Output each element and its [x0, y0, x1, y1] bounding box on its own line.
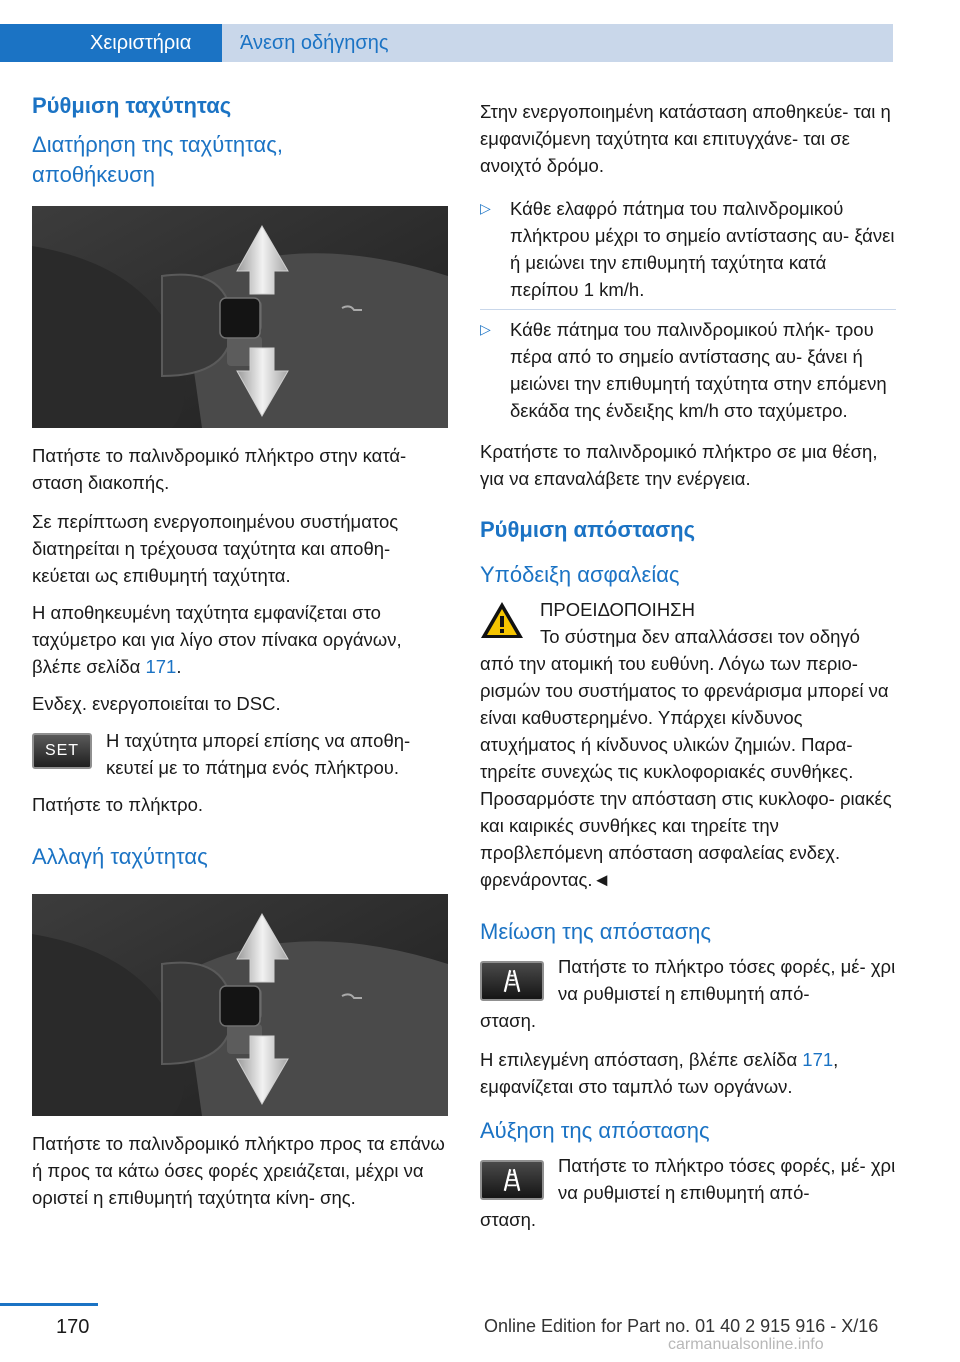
heading-maintain-speed: Διατήρηση της ταχύτητας, αποθήκευση [32, 132, 283, 187]
paragraph-press-button: Πατήστε το πλήκτρο. [32, 794, 204, 815]
set-button-icon: SET [32, 733, 92, 769]
page-link-171[interactable]: 171 [145, 656, 177, 677]
steering-wheel-photo-2 [32, 894, 448, 1116]
right-column [480, 98, 896, 1243]
decrease-distance-text-end: σταση. [480, 1010, 537, 1031]
heading-speed-setting: Ρύθμιση ταχύτητας [32, 93, 232, 118]
list-item [480, 310, 896, 430]
warning-title: ΠΡΟΕΙΔΟΠΟΙΗΣΗ [540, 599, 695, 620]
heading-safety-note: Υπόδειξη ασφαλείας [480, 562, 680, 587]
warning-first-line: Το σύστημα δεν απαλλάσσει τον οδηγό [540, 626, 860, 647]
paragraph-dsc: Ενδεχ. ενεργοποιείται το DSC. [32, 693, 281, 714]
header-tab-section[interactable]: Άνεση οδήγησης [240, 32, 389, 54]
paragraph-activated-state: Στην ενεργοποιημένη κατάσταση αποθηκεύε‐ ται η εμφανιζόμενη ταχύτητα και επιτυγχάνε‐ ται σε ανοιχτό δρόμο. [480, 101, 891, 176]
page-number: 170 [56, 1316, 90, 1338]
triangle-bullet-icon: ▷ [480, 200, 491, 216]
edition-info: Online Edition for Part no. 01 40 2 915 916 - X/16 [484, 1316, 879, 1336]
paragraph-stored-speed [32, 599, 450, 680]
paragraph-change-speed: Πατήστε το παλινδρομικό πλήκτρο προς τα επάνω ή προς τα κάτω όσες φορές χρειάζεται, μέχρι να οριστεί η επιθυμητή ταχύτητα κίνη‐ σης. [32, 1133, 445, 1208]
paragraph-selected-distance [480, 1046, 896, 1100]
decrease-distance-text: Πατήστε το πλήκτρο τόσες φορές, μέ‐ χρι να ρυθμιστεί η επιθυμητή από‐ [558, 956, 896, 1004]
set-button-text: Η ταχύτητα μπορεί επίσης να αποθη‐ κευτεί με το πάτημα ενός πλήκτρου. [106, 730, 411, 778]
steering-wheel-illustration-2 [32, 894, 448, 1116]
set-button-row [32, 727, 450, 781]
selected-distance-end: , εμφανίζεται στο ταμπλό των οργάνων. [480, 1049, 839, 1097]
increase-distance-text-end: σταση. [480, 1209, 537, 1230]
heading-change-speed: Αλλαγή ταχύτητας [32, 844, 208, 869]
selected-distance-text: Η επιλεγμένη απόσταση, βλέπε σελίδα [480, 1049, 803, 1070]
heading-decrease-distance: Μείωση της απόστασης [480, 919, 711, 944]
header-tab-chapter[interactable]: Χειριστήρια [0, 24, 222, 62]
page-link-171-b[interactable]: 171 [802, 1049, 834, 1070]
steering-wheel-illustration [32, 206, 448, 428]
bullet-text: Κάθε πάτημα του παλινδρομικού πλήκ‐ τρου πέρα από το σημείο αντίστασης αυ‐ ξάνει ή μειώνει την επιθυμητή ταχύτητα στην επόμενη δεκάδα της ένδειξης km/h στο ταχύμετρο. [510, 319, 887, 421]
distance-button-icon [480, 961, 544, 1001]
stored-speed-text: Η αποθηκευμένη ταχύτητα εμφανίζεται στο ταχύμετρο και για λίγο στον πίνακα οργάνων, βλέπε σελίδα [32, 602, 402, 677]
heading-distance-setting: Ρύθμιση απόστασης [480, 517, 696, 542]
stored-speed-end: . [176, 656, 182, 677]
distance-button-icon [480, 1160, 544, 1200]
paragraph-press-rocker: Πατήστε το παλινδρομικό πλήκτρο στην κατά‐ σταση διακοπής. [32, 445, 407, 493]
paragraph-hold-rocker: Κρατήστε το παλινδρομικό πλήκτρο σε μια θέση, για να επαναλάβετε την ενέργεια. [480, 441, 878, 489]
bullet-list [480, 189, 896, 430]
steering-wheel-photo [32, 206, 448, 428]
warning-triangle-icon [480, 600, 524, 640]
increase-distance-row [480, 1152, 896, 1206]
increase-distance-text: Πατήστε το πλήκτρο τόσες φορές, μέ‐ χρι να ρυθμιστεί η επιθυμητή από‐ [558, 1155, 896, 1203]
watermark: carmanualsonline.info [668, 1336, 824, 1353]
warning-text: από την ατομική του ευθύνη. Λόγω των περιο‐ ρισμών του συστήματος το φρενάρισμα μπορεί να είναι καθυστερημένο. Υπάρχει κίνδυνος ατυχήματος ή κίνδυνος υλικών ζημιών. Παρα‐ τηρείτε συνεχώς τις κυκλοφοριακές συνθήκες. Προσαρμόστε την απόσταση στις κυκλοφο‐ ριακές και καιρικές συνθήκες και τηρείτε την προβλεπόμενη απόσταση ασφαλείας ενδεχ. φρενάροντας.◄ [480, 653, 892, 890]
bullet-text: Κάθε ελαφρό πάτημα του παλινδρομικού πλήκτρου μέχρι το σημείο αντίστασης αυ‐ ξάνει ή μειώνει την επιθυμητή ταχύτητα κατά περίπου 1 km/h. [510, 198, 895, 300]
left-column [32, 92, 450, 1221]
heading-increase-distance: Αύξηση της απόστασης [480, 1118, 710, 1143]
footer-accent-line [0, 1303, 98, 1306]
list-item [480, 189, 896, 310]
triangle-bullet-icon: ▷ [480, 321, 491, 337]
paragraph-current-speed: Σε περίπτωση ενεργοποιημένου συστήματος διατηρείται η τρέχουσα ταχύτητα και αποθη‐ κεύεται ως επιθυμητή ταχύτητα. [32, 511, 399, 586]
warning-block [480, 596, 896, 893]
decrease-distance-row [480, 953, 896, 1007]
